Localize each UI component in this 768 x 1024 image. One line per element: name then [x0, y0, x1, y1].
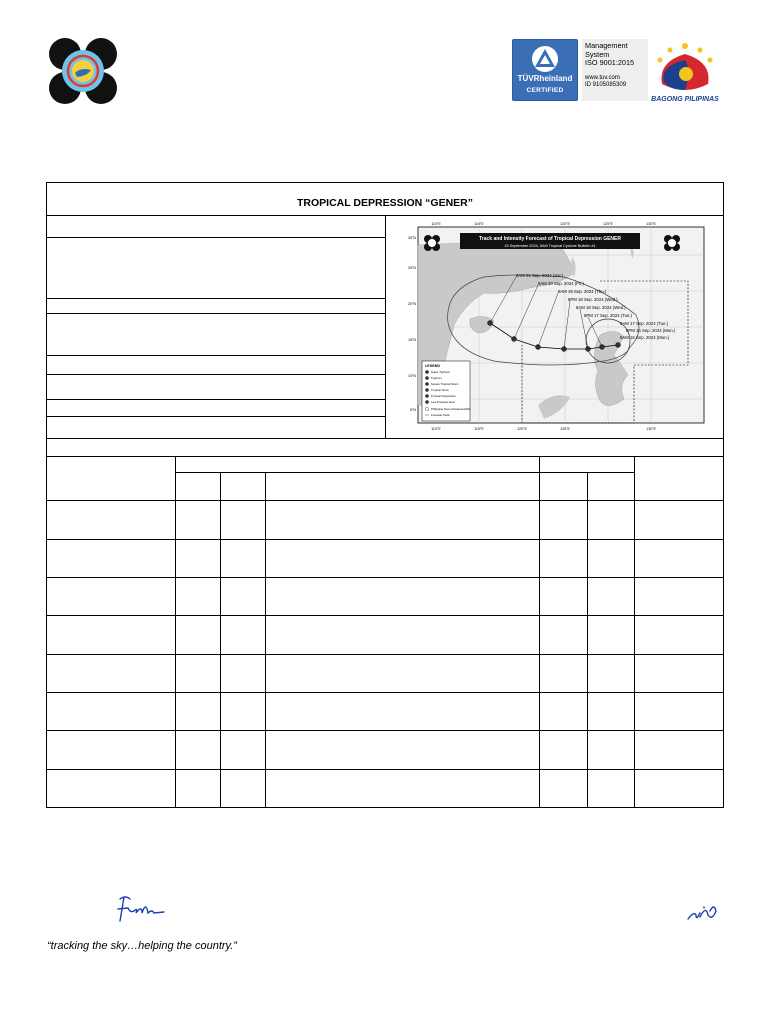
tuv-brand: TÜVRheinland: [517, 74, 573, 83]
signature: [112, 893, 168, 925]
lat-label: 20°N: [407, 302, 416, 306]
map-title: Track and Intensity Forecast of Tropical Depression GENER: [479, 236, 621, 242]
table-divider: [46, 399, 385, 400]
forecast-label: 8PM 17 Sep. 2024 (Tue.): [584, 313, 633, 318]
table-divider: [46, 237, 385, 238]
table-divider: [46, 438, 724, 439]
initials: [684, 897, 720, 925]
table-divider: [220, 472, 221, 808]
legend-item: Tropical Storm: [431, 388, 450, 392]
lat-label: 15°N: [407, 338, 416, 342]
lon-label: 125°E: [603, 222, 613, 226]
lon-label: 110°E: [431, 222, 441, 226]
lon-label: 120°E: [560, 222, 570, 226]
forecast-label: 8PM 18 Sep. 2024 (Wed.): [568, 297, 618, 302]
table-row: [46, 539, 724, 540]
table-divider: [46, 313, 385, 314]
table-row: [46, 769, 724, 770]
forecast-label: 8AM 20 Sep. 2024 (Fri.): [538, 281, 584, 286]
table-divider: [587, 472, 588, 808]
lat-label: 25°N: [407, 266, 416, 270]
lat-label: 30°N: [407, 236, 416, 240]
table-divider: [46, 298, 385, 299]
table-row: [46, 730, 724, 731]
tuv-certification-text: [582, 39, 648, 101]
table-divider: [46, 355, 385, 356]
tuv-website: www.tuv.com: [585, 74, 620, 81]
table-row: [46, 615, 724, 616]
bagong-pilipinas-label: BAGONG PILIPINAS: [651, 96, 719, 103]
lon-label: 130°E: [646, 222, 656, 226]
table-divider: [385, 215, 386, 438]
tuv-triangle-icon: [513, 44, 577, 74]
legend-item: Super Typhoon: [431, 370, 450, 374]
table-row: [46, 577, 724, 578]
track-forecast-map: [404, 215, 718, 435]
table-divider: [265, 472, 266, 808]
table-divider: [175, 472, 634, 473]
lon-label: 115°E: [474, 222, 484, 226]
table-divider: [539, 456, 540, 808]
legend-item: Philippine Area of Responsibility: [431, 407, 471, 411]
table-divider: [46, 374, 385, 375]
lat-label: 5°N: [409, 408, 416, 412]
table-row: [46, 654, 724, 655]
document-title: TROPICAL DEPRESSION “GENER”: [297, 197, 473, 209]
forecast-label: 8AM 17 Sep. 2024 (Tue.): [620, 321, 669, 326]
forecast-label: 8PM 16 Sep. 2024 (Mon.): [626, 328, 676, 333]
forecast-label: 8AM 19 Sep. 2024 (Thu.): [558, 289, 607, 294]
table-row: [46, 692, 724, 693]
lon-label: 125°E: [560, 427, 570, 431]
legend-item: Severe Tropical Storm: [431, 382, 459, 386]
table-divider: [46, 500, 724, 501]
map-subtitle: 15 September 2024, 8AM Tropical Cyclone Bulletin #1: [504, 244, 596, 248]
lat-label: 10°N: [407, 374, 416, 378]
lon-label: 110°E: [431, 427, 441, 431]
pagasa-logo: [47, 38, 119, 104]
forecast-label: 8AM 18 Sep. 2024 (Wed.): [576, 305, 626, 310]
tuv-certified-label: CERTIFIED: [526, 87, 564, 94]
forecast-label: 8AM 16 Sep. 2024 (Mon.): [620, 335, 670, 340]
legend-item: Typhoon: [431, 376, 442, 380]
system-line1: Management: [585, 41, 628, 50]
lon-label: 120°E: [517, 427, 527, 431]
system-line2: System: [585, 49, 610, 59]
legend-item: Tropical Depression: [431, 394, 456, 398]
legend-title: LEGEND: [425, 364, 440, 368]
tuv-id: ID 9105085309: [585, 81, 627, 88]
table-divider: [46, 416, 385, 417]
map-legend: [422, 361, 471, 421]
legend-item: Low Pressure Area: [431, 400, 455, 404]
lon-label: 115°E: [474, 427, 484, 431]
tuv-certified-badge: [512, 39, 578, 101]
forecast-label: 8AM 21 Sep. 2024 (Sat.): [516, 273, 564, 278]
lon-label: 130°E: [646, 427, 656, 431]
table-divider: [175, 456, 176, 808]
iso-standard: ISO 9001:2015: [585, 58, 635, 68]
bagong-pilipinas-logo: [652, 40, 718, 96]
table-divider: [634, 456, 635, 808]
legend-item: Forecast Track: [431, 413, 450, 417]
tagline: “tracking the sky…helping the country.”: [47, 940, 237, 952]
table-divider: [46, 456, 724, 457]
